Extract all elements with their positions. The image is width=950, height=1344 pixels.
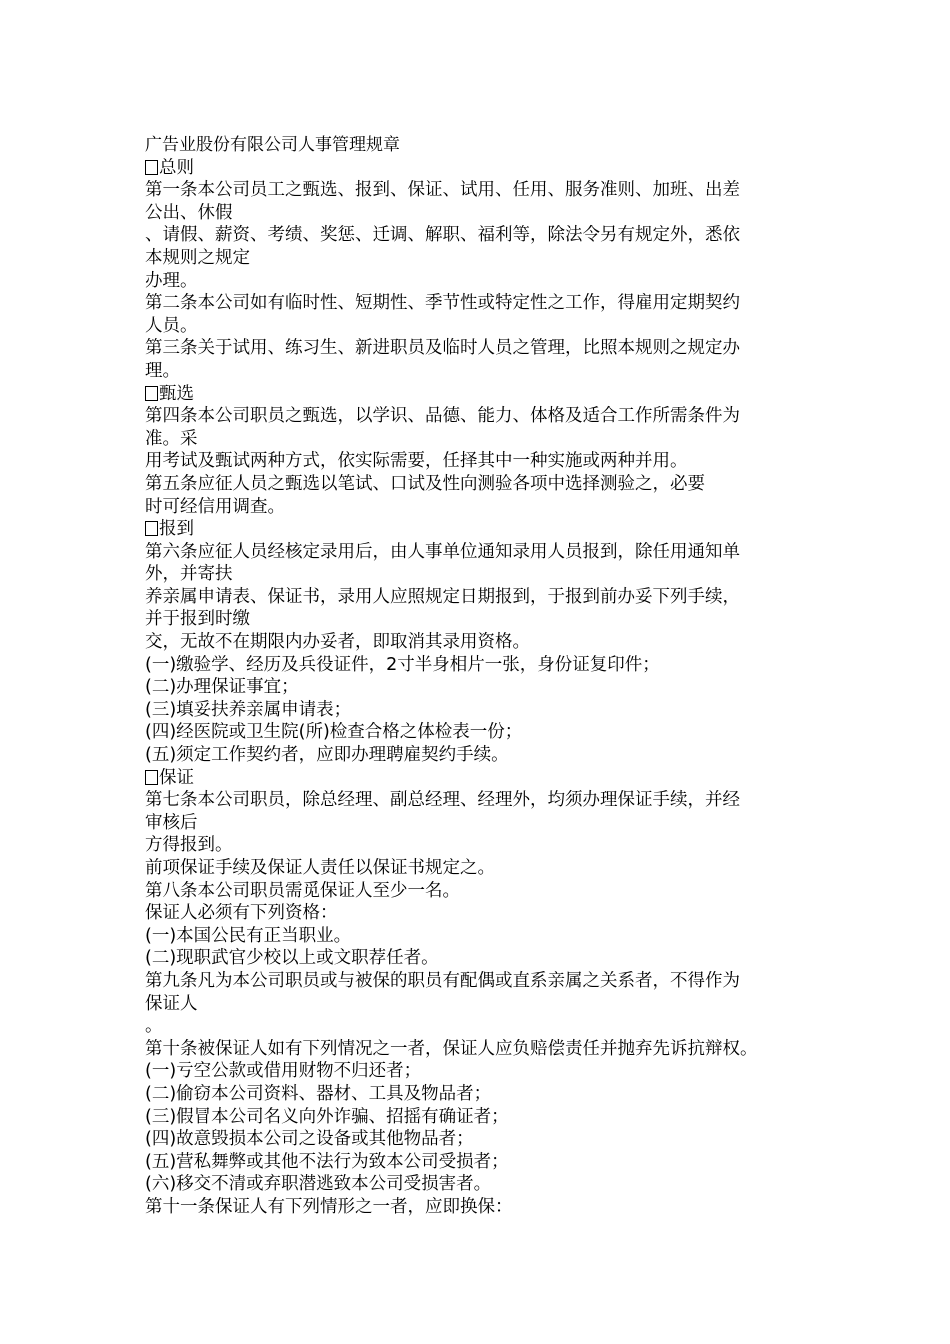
text-line: (五)须定工作契约者，应即办理聘雇契约手续。 [145, 745, 509, 766]
section-heading-text: 保证 [159, 767, 194, 788]
text-line: 办理。 [145, 270, 198, 291]
text-line: 本规则之规定 [145, 247, 250, 268]
text-line: (一)亏空公款或借用财物不归还者； [145, 1061, 422, 1082]
text-line: 理。 [145, 360, 180, 381]
text-line: (三)假冒本公司名义向外诈骗、招摇有确证者； [145, 1106, 509, 1127]
text-line: (一)缴验学、经历及兵役证件，2寸半身相片一张，身份证复印件； [145, 654, 660, 675]
text-line: 。 [145, 1016, 163, 1037]
text-line: (六)移交不清或弃职潜逃致本公司受损害者。 [145, 1174, 492, 1195]
text-line: (三)填妥扶养亲属申请表； [145, 699, 352, 720]
text-line: (二)办理保证事宜； [145, 677, 299, 698]
text-line: 外，并寄扶 [145, 564, 233, 585]
text-line: 保证人必须有下列资格： [145, 903, 338, 924]
document-lines [145, 157, 825, 1219]
checkbox-square-icon [145, 521, 158, 536]
section-heading-text: 报到 [159, 519, 194, 540]
document-body [145, 134, 825, 1219]
section-heading-text: 总则 [159, 157, 194, 178]
text-line: (一)本国公民有正当职业。 [145, 925, 352, 946]
checkbox-square-icon [145, 160, 158, 175]
text-line: 第五条应征人员之甄选以笔试、口试及性向测验各项中选择测验之，必要 [145, 473, 705, 494]
text-line: 公出、休假 [145, 202, 233, 223]
document-title: 广告业股份有限公司人事管理规章 [145, 135, 400, 155]
text-line: 第七条本公司职员，除总经理、副总经理、经理外，均须办理保证手续，并经 [145, 790, 740, 811]
text-line: 时可经信用调查。 [145, 496, 285, 517]
section-heading [145, 383, 825, 406]
text-line: 审核后 [145, 812, 198, 833]
section-heading [145, 767, 825, 790]
text-line: (五)营私舞弊或其他不法行为致本公司受损者； [145, 1151, 509, 1172]
text-line: 并于报到时缴 [145, 609, 250, 630]
text-line: 第九条凡为本公司职员或与被保的职员有配偶或直系亲属之关系者，不得作为 [145, 970, 740, 991]
text-line: 人员。 [145, 315, 198, 336]
text-line: 第一条本公司员工之甄选、报到、保证、试用、任用、服务准则、加班、出差 [145, 180, 740, 201]
text-line: 第四条本公司职员之甄选，以学识、品德、能力、体格及适合工作所需条件为 [145, 406, 740, 427]
text-line: (二)现职武官少校以上或文职荐任者。 [145, 948, 439, 969]
text-line: 第十条被保证人如有下列情况之一者，保证人应负赔偿责任并抛弃先诉抗辩权。 [145, 1038, 758, 1059]
text-line: 第二条本公司如有临时性、短期性、季节性或特定性之工作，得雇用定期契约 [145, 293, 740, 314]
section-heading [145, 518, 825, 541]
text-line: 用考试及甄试两种方式，依实际需要，任择其中一种实施或两种并用。 [145, 451, 688, 472]
text-line: 保证人 [145, 993, 198, 1014]
text-line: 准。采 [145, 428, 198, 449]
section-heading [145, 157, 825, 180]
checkbox-square-icon [145, 386, 158, 401]
text-line: 第十一条保证人有下列情形之一者，应即换保： [145, 1196, 513, 1217]
text-line: 第三条关于试用、练习生、新进职员及临时人员之管理，比照本规则之规定办 [145, 338, 740, 359]
section-heading-text: 甄选 [159, 383, 194, 404]
text-line: 、请假、薪资、考绩、奖惩、迁调、解职、福利等，除法令另有规定外，悉依 [145, 225, 740, 246]
text-line: 第八条本公司职员需觅保证人至少一名。 [145, 880, 460, 901]
text-line: 养亲属申请表、保证书，录用人应照规定日期报到，于报到前办妥下列手续， [145, 586, 740, 607]
text-line: 前项保证手续及保证人责任以保证书规定之。 [145, 858, 495, 878]
text-line: 交，无故不在期限内办妥者，即取消其录用资格。 [145, 632, 530, 653]
text-line: 第六条应征人员经核定录用后，由人事单位通知录用人员报到，除任用通知单 [145, 541, 740, 562]
text-line: 方得报到。 [145, 835, 233, 856]
text-line: (二)偷窃本公司资料、器材、工具及物品者； [145, 1083, 492, 1104]
checkbox-square-icon [145, 770, 158, 785]
text-line: (四)经医院或卫生院(所)检查合格之体检表一份； [145, 722, 523, 743]
text-line: (四)故意毁损本公司之设备或其他物品者； [145, 1129, 474, 1150]
